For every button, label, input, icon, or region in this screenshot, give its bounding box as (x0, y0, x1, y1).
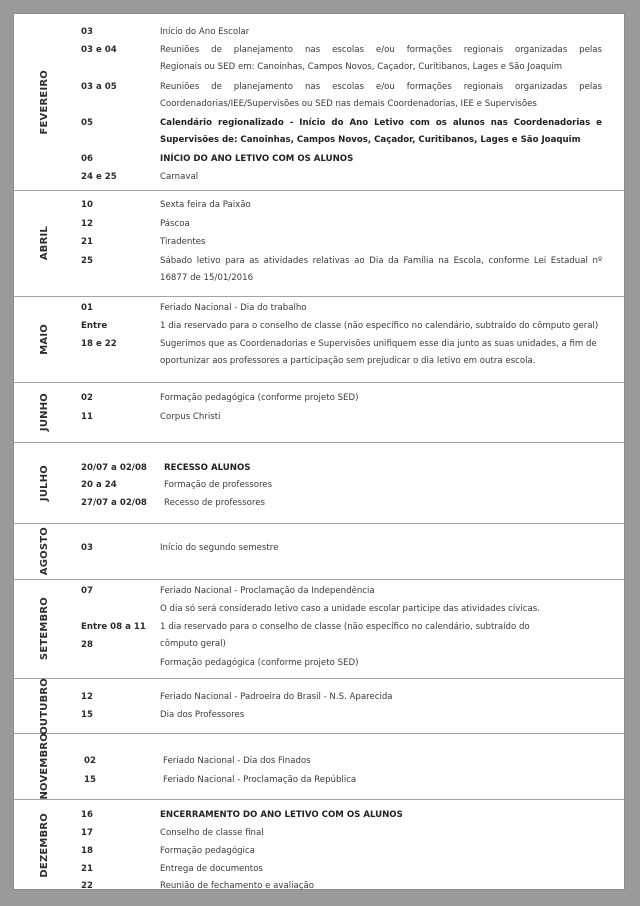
event-desc: 1 dia reservado para o conselho de classe (não específico no calendário, subtraído do cômputo geral) (160, 321, 599, 331)
event-desc: Feriado Nacional - Proclamação da Independência (160, 586, 375, 596)
event-date: 21 (81, 864, 93, 874)
event-desc: oportunizar aos professores a participação sem prejudicar o dia letivo em outra escola. (160, 356, 536, 366)
event-date: 20/07 a 02/08 (81, 463, 147, 473)
event-desc: Coordenadorias/IEE/Supervisões ou SED nas demais Coordenadorias, IEE e Supervisões (160, 99, 537, 109)
event-desc: Dia dos Professores (160, 710, 245, 720)
event-date: 12 (81, 219, 93, 229)
event-date: 15 (81, 710, 93, 720)
month-maio (14, 297, 624, 383)
event-desc: Formação de professores (164, 480, 273, 490)
event-date: 01 (81, 303, 93, 313)
event-date: 11 (81, 412, 93, 422)
event-desc: Recesso de professores (164, 498, 265, 508)
event-desc: Início do segundo semestre (160, 543, 279, 553)
event-desc: Entrega de documentos (160, 864, 263, 874)
month-outubro (14, 679, 624, 734)
event-date: 28 (81, 640, 93, 650)
event-desc: Regionais ou SED em: Canoinhas, Campos Novos, Caçador, Curitibanos, Lages e São Joaquim (160, 62, 563, 72)
event-desc: Feriado Nacional - Dia do trabalho (160, 303, 307, 313)
event-date: Entre 08 a 11 (81, 622, 146, 632)
event-date: 16 (81, 810, 93, 820)
event-desc: Sexta feira da Paixão (160, 200, 251, 210)
event-date: 15 (84, 775, 96, 785)
month-agosto (14, 524, 624, 580)
event-date: Entre (81, 321, 108, 331)
event-date: 02 (81, 393, 93, 403)
event-desc: Formação pedagógica (conforme projeto SED) (160, 393, 359, 403)
event-desc: Conselho de classe final (160, 828, 264, 838)
month-junho (14, 383, 624, 443)
event-desc: RECESSO ALUNOS (164, 463, 251, 473)
event-desc: ENCERRAMENTO DO ANO LETIVO COM OS ALUNOS (160, 810, 403, 820)
event-date: 02 (84, 756, 96, 766)
event-date: 03 a 05 (81, 82, 117, 92)
month-label: ABRIL (38, 226, 50, 261)
event-date: 27/07 a 02/08 (81, 498, 147, 508)
event-desc: Páscoa (160, 219, 190, 229)
event-desc: Início do Ano Escolar (160, 27, 250, 37)
month-label: NOVEMBRO (38, 733, 50, 800)
event-desc: Reuniões de planejamento nas escolas e/ou formações regionais organizadas pelas (160, 82, 602, 92)
month-novembro (14, 734, 624, 800)
month-label: MAIO (38, 324, 50, 355)
event-date: 20 a 24 (81, 480, 117, 490)
event-desc: Feriado Nacional - Padroeira do Brasil - N.S. Aparecida (160, 692, 393, 702)
event-desc: O dia só será considerado letivo caso a unidade escolar participe das atividades cívicas. (160, 604, 540, 614)
event-desc: Reunião de fechamento e avaliação (160, 881, 315, 891)
event-date: 18 e 22 (81, 339, 117, 349)
month-abril (14, 191, 624, 297)
event-date: 05 (81, 118, 93, 128)
event-desc: Feriado Nacional - Proclamação da República (163, 775, 357, 785)
event-date: 22 (81, 881, 93, 891)
event-desc: Supervisões de: Canoinhas, Campos Novos, Caçador, Curitibanos, Lages e São Joaquim (160, 135, 581, 145)
event-desc: INÍCIO DO ANO LETIVO COM OS ALUNOS (160, 154, 354, 164)
event-date: 17 (81, 828, 93, 838)
event-desc: 1 dia reservado para o conselho de classe (não específico no calendário, subtraído do (160, 622, 530, 632)
month-label: OUTUBRO (38, 677, 50, 735)
event-desc: cômputo geral) (160, 639, 226, 649)
event-date: 06 (81, 154, 93, 164)
event-desc: Carnaval (160, 172, 199, 182)
event-date: 10 (81, 200, 93, 210)
event-desc: 16877 de 15/01/2016 (160, 273, 254, 283)
month-julho (14, 443, 624, 524)
event-desc: Formação pedagógica (160, 846, 255, 856)
month-label: JULHO (38, 464, 50, 502)
event-date: 21 (81, 237, 93, 247)
event-desc: Calendário regionalizado - Início do Ano Letivo com os alunos nas Coordenadorias e (160, 118, 602, 128)
event-date: 25 (81, 256, 93, 266)
event-desc: Formação pedagógica (conforme projeto SED) (160, 658, 359, 668)
month-label: FEVEREIRO (38, 69, 50, 135)
month-dezembro (14, 800, 624, 891)
month-label: DEZEMBRO (38, 813, 50, 878)
event-desc: Feriado Nacional - Dia dos Finados (163, 756, 311, 766)
event-desc: Reuniões de planejamento nas escolas e/ou formações regionais organizadas pelas (160, 45, 602, 55)
month-label: AGOSTO (38, 527, 50, 576)
month-label: JUNHO (38, 393, 50, 432)
event-desc: Sábado letivo para as atividades relativas ao Dia da Família na Escola, conforme Lei Estadual nº (160, 256, 602, 266)
event-desc: Tiradentes (160, 237, 206, 247)
event-desc: Corpus Christi (160, 412, 221, 422)
event-date: 03 (81, 27, 93, 37)
month-setembro (14, 580, 624, 679)
event-date: 12 (81, 692, 93, 702)
event-date: 24 e 25 (81, 172, 117, 182)
event-desc: Sugerimos que as Coordenadorias e Supervisões unifiquem esse dia junto as suas unidades, a fim de (160, 339, 597, 349)
event-date: 18 (81, 846, 93, 856)
event-date: 03 e 04 (81, 45, 117, 55)
month-fevereiro (14, 14, 624, 191)
event-date: 03 (81, 543, 93, 553)
school-calendar (13, 13, 625, 890)
month-label: SETEMBRO (38, 597, 50, 661)
event-date: 07 (81, 586, 93, 596)
